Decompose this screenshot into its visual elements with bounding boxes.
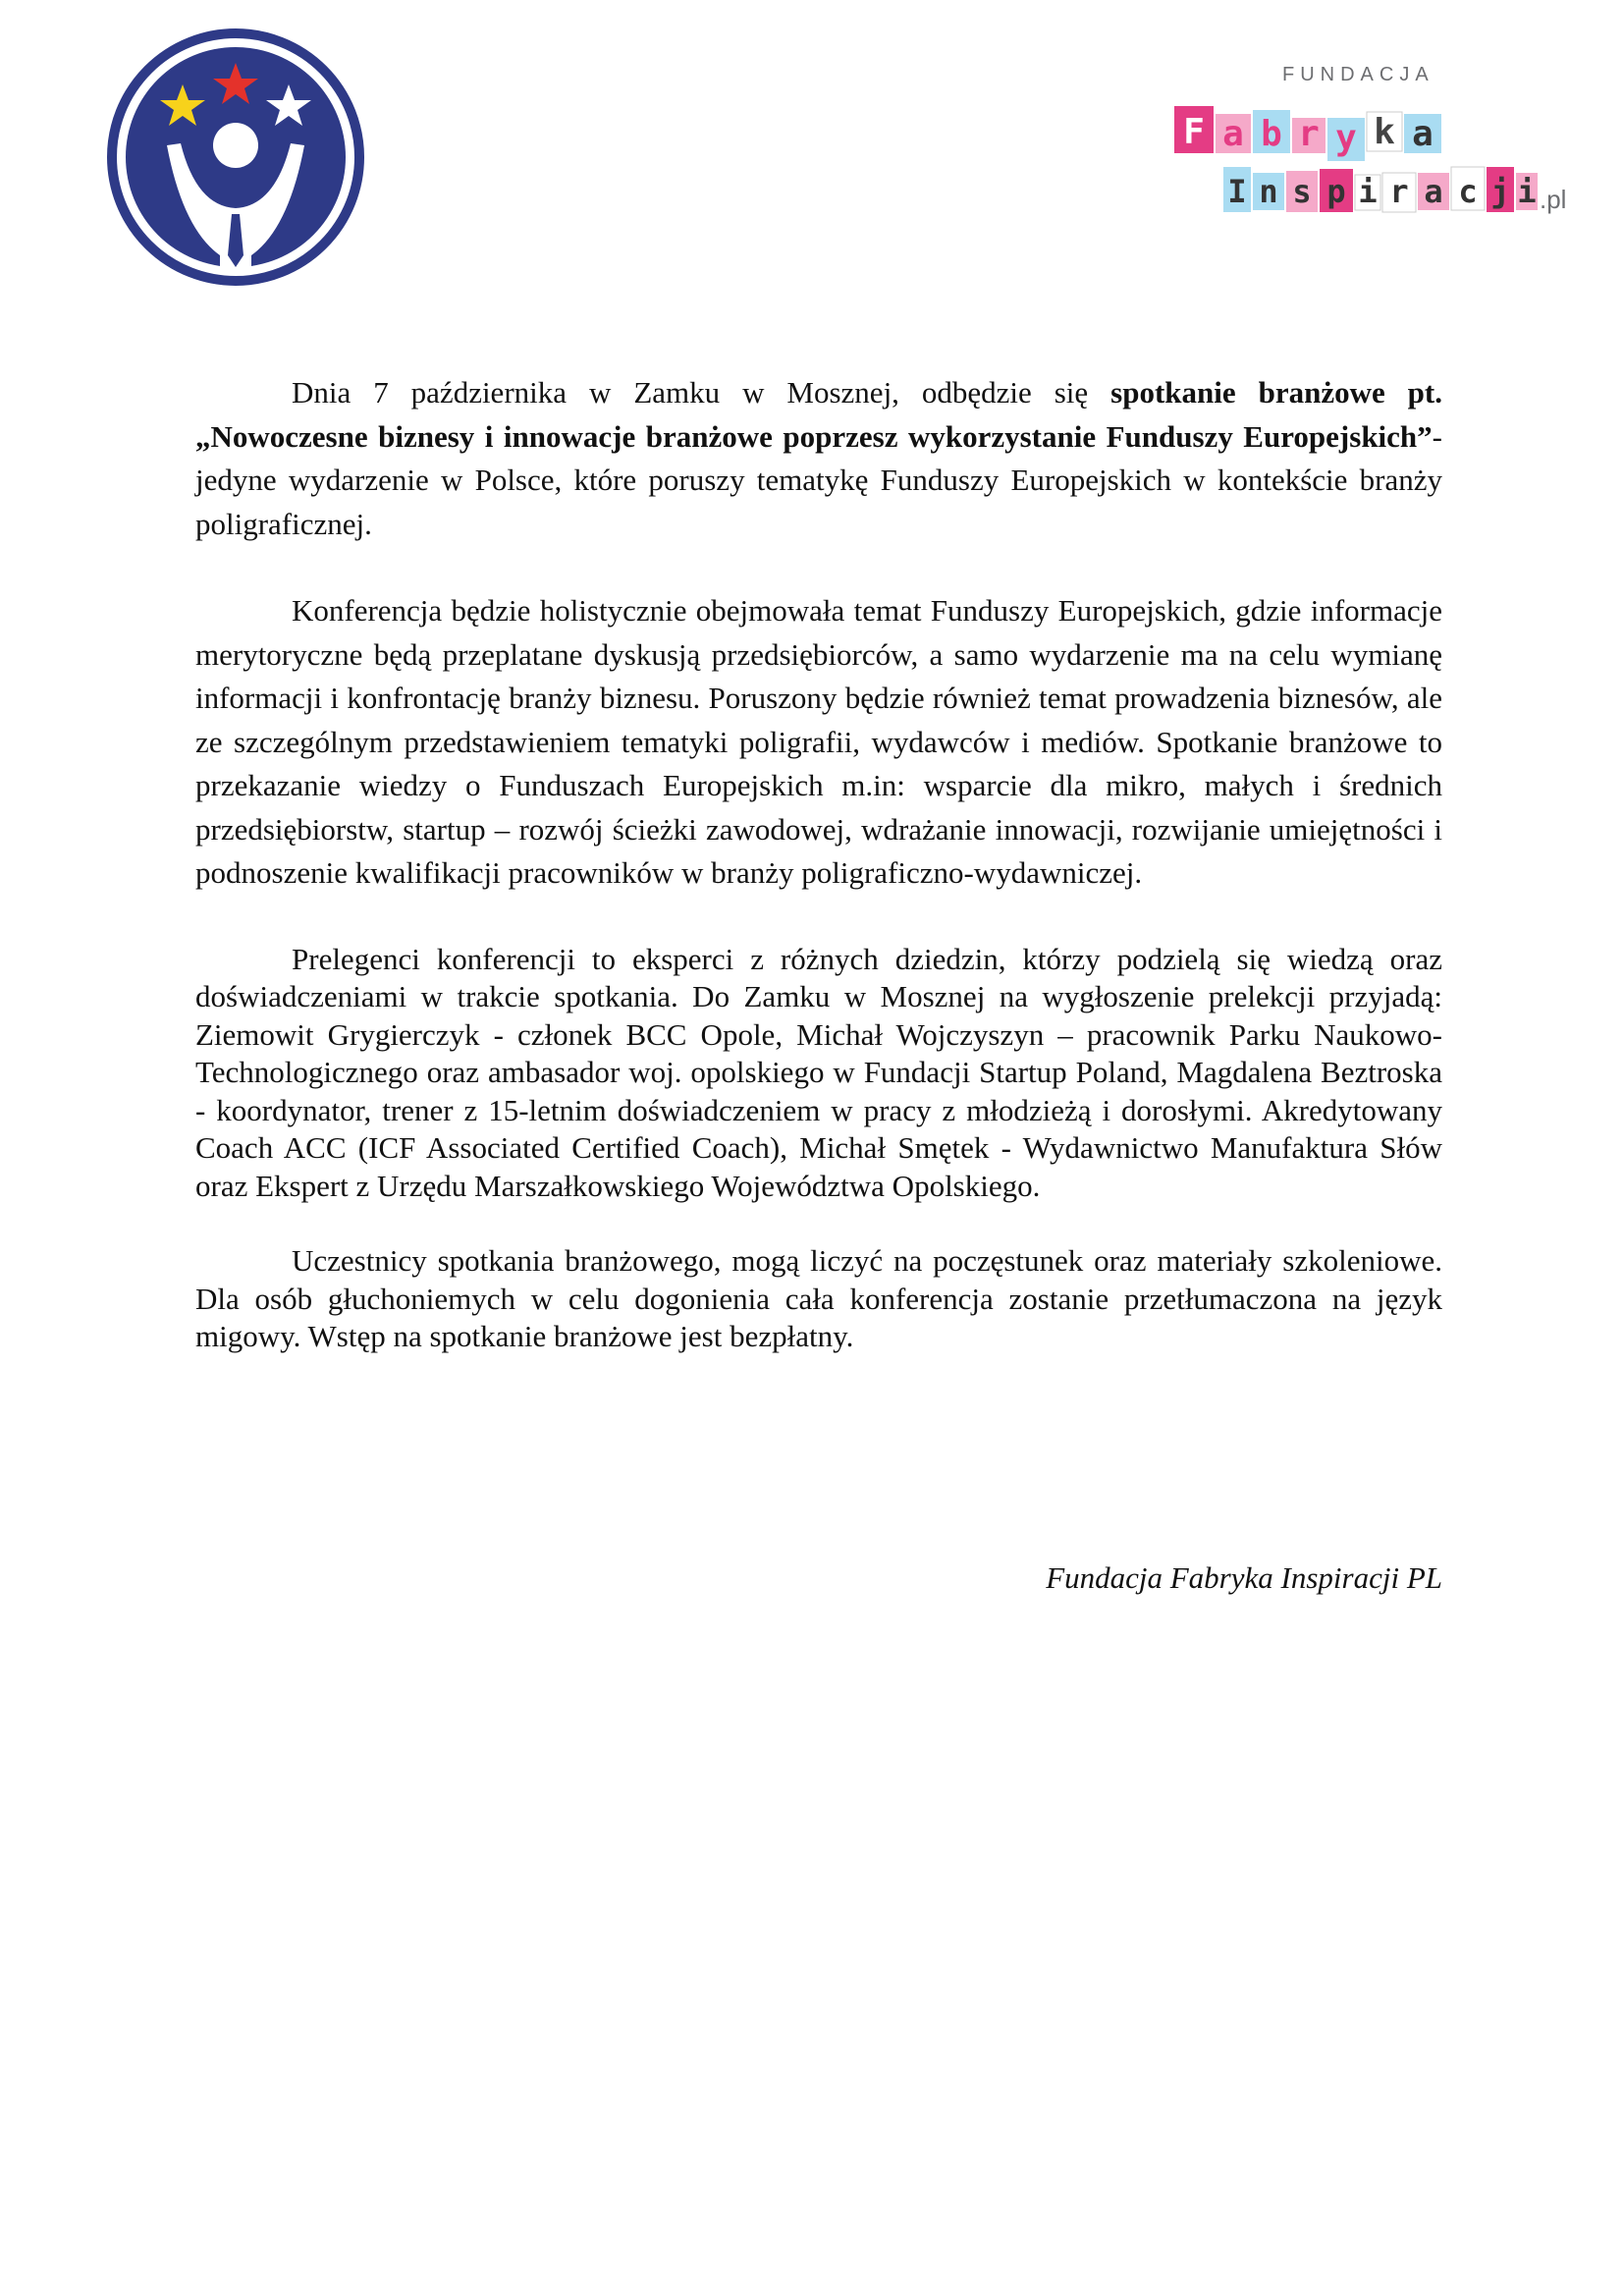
paragraph-2: Konferencja będzie holistycznie obejmowała temat Funduszy Europejskich, gdzie informacje merytoryczne będą przeplatane dyskusją przedsiębiorców, a samo wydarzenie ma na celu wymianę informacji i konfrontację branży biznesu. Poruszony będzie również temat prowadzenia biznesów, ale ze szczególnym przedstawieniem tematyki poligrafii, wydawców i mediów. Spotkanie branżowe to przekazanie wiedzy o Funduszach Europejskich m.in: wsparcie dla mikro, małych i średnich przedsiębiorstw, startup – rozwój ścieżki zawodowej, wdrażanie innowacji, rozwijanie umiejętności i podnoszenie kwalifikacji pracowników w branży poligraficzno-wydawniczej. — [195, 593, 1442, 890]
logo-letter: n — [1259, 173, 1278, 210]
signature: Fundacja Fabryka Inspiracji PL — [1046, 1560, 1442, 1595]
logo-letter: r — [1389, 173, 1409, 210]
paragraph-1-rest: - jedyne wydarzenie w Polsce, które poruszy tematykę Funduszy Europejskich w kontekście branży poligraficznej. — [195, 418, 1442, 541]
fabryka-inspiracji-logo — [1166, 57, 1579, 234]
logo-letter: a — [1412, 114, 1434, 154]
logo-letter: b — [1261, 114, 1282, 154]
logo-letter: F — [1183, 112, 1205, 152]
logo-letter: i — [1517, 173, 1537, 210]
logo-letter: y — [1335, 118, 1357, 158]
logo-letter: s — [1292, 173, 1312, 210]
paragraph-4: Uczestnicy spotkania branżowego, mogą liczyć na poczęstunek oraz materiały szkoleniowe. Dla osób głuchoniemych w celu dogonienia cała konferencja zostanie przetłumaczona na język migowy. Wstęp na spotkanie branżowe jest bezpłatny. — [195, 1243, 1442, 1353]
logo-letter: p — [1326, 173, 1346, 210]
paragraph-1 — [195, 371, 1442, 546]
event-title: spotkanie branżowe pt. „Nowoczesne biznesy i innowacje branżowe poprzesz wykorzystanie Funduszy Europejskich” — [195, 375, 1442, 454]
paragraph-3: Prelegenci konferencji to eksperci z różnych dziedzin, którzy podzielą się wiedzą oraz doświadczeniami w trakcie spotkania. Do Zamku w Mosznej na wygłoszenie prelekcji przyjadą: Ziemowit Grygierczyk - członek BCC Opole, Michał Wojczyszyn – pracownik Parku Naukowo-Technologicznego oraz ambasador woj. opolskiego w Fundacji Startup Poland, Magdalena Beztroska - koordynator, trener z 15-letnim doświadczeniem w pracy z młodzieżą i dorosłymi. Akredytowany Coach ACC (ICF Associated Certified Coach), Michał Smętek - Wydawnictwo Manufaktura Słów oraz Ekspert z Urzędu Marszałkowskiego Województwa Opolskiego. — [195, 941, 1442, 1203]
logo-letter: I — [1227, 173, 1247, 210]
logo-foundation-label: FUNDACJA — [1282, 64, 1434, 85]
document-body — [195, 371, 1442, 1356]
paragraph-1-intro: Dnia 7 października w Zamku w Mosznej, odbędzie się — [292, 375, 1111, 410]
logo-letter: k — [1374, 112, 1395, 152]
logo-suffix: .pl — [1540, 185, 1567, 214]
logo-letter: a — [1424, 173, 1443, 210]
organization-logo — [106, 27, 365, 287]
logo-letter: j — [1490, 173, 1510, 210]
logo-letter: r — [1298, 114, 1320, 154]
logo-letter: c — [1458, 173, 1478, 210]
logo-letter: i — [1358, 173, 1378, 210]
logo-letter: a — [1222, 114, 1244, 154]
